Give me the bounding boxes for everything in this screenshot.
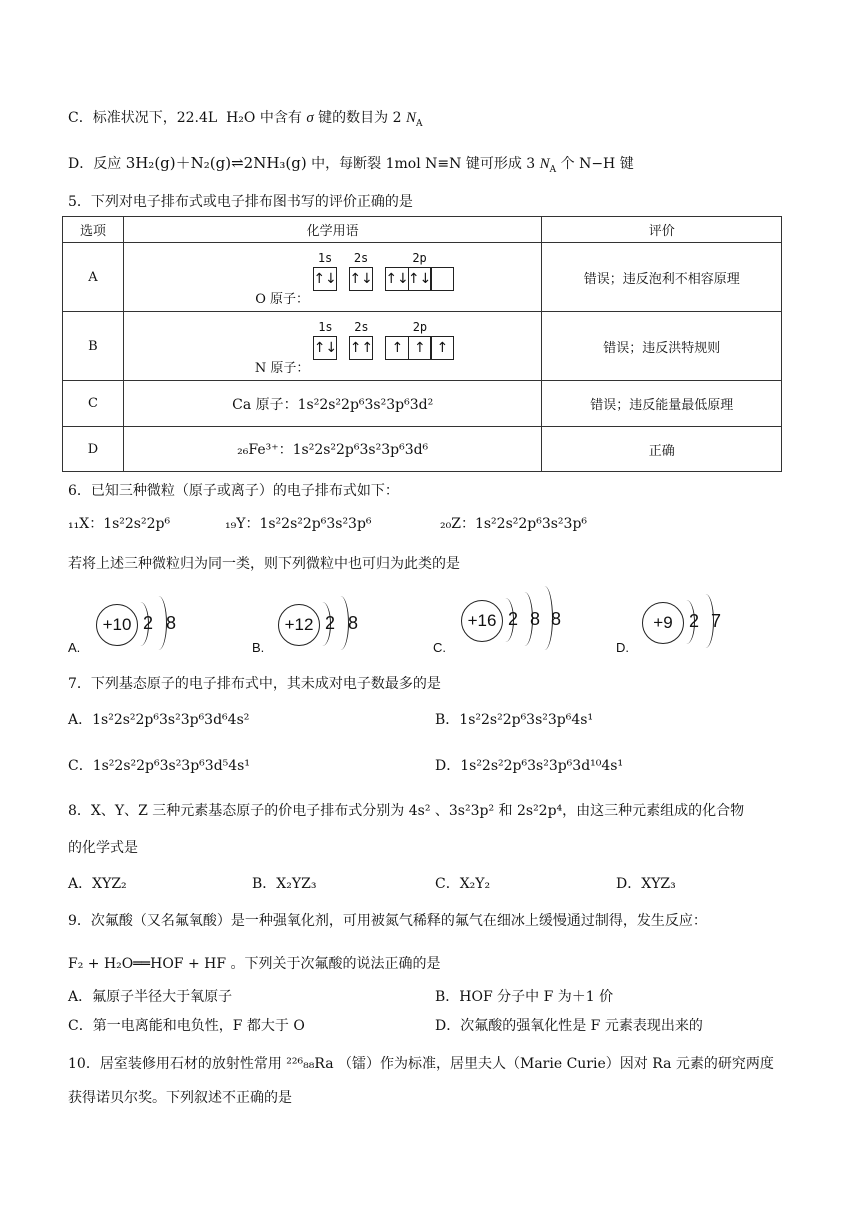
row-b-prefix: N 原子：: [254, 361, 310, 376]
question-10-line1: 10．居室装修用石材的放射性常用 ²²⁶₈₈Ra （镭）作为标准，居里夫人（Marie Curie）因对 Ra 元素的研究两度: [68, 1056, 774, 1072]
atom-a-nucleus: +10: [96, 604, 138, 646]
row-d-comment: 正确: [542, 427, 782, 472]
orbital-box: ↑: [408, 336, 432, 360]
row-b-comment: 错误；违反洪特规则: [542, 312, 782, 381]
row-a-comment: 错误；违反泡利不相容原理: [542, 243, 782, 312]
row-a-diagram: [123, 243, 542, 312]
row-a-option: A: [63, 243, 124, 312]
atom-a-label: A.: [68, 640, 81, 655]
orbital-box: [430, 267, 454, 291]
orbital-box: ↑↓: [385, 267, 409, 291]
atom-d-label: D.: [616, 640, 629, 655]
atom-c-nucleus: +16: [461, 600, 503, 642]
orbital-box: ↑↓: [408, 267, 432, 291]
q7-option-a: A．1s²2s²2p⁶3s²3p⁶3d⁶4s²: [68, 712, 250, 728]
q7-option-c: C．1s²2s²2p⁶3s²3p⁶3d⁵4s¹: [68, 758, 250, 774]
atom-d-shell-count: 7: [711, 611, 722, 631]
q7-option-b: B．1s²2s²2p⁶3s²3p⁶4s¹: [435, 712, 594, 728]
orbital-box: ↑: [385, 336, 409, 360]
row-d-option: D: [63, 427, 124, 472]
q8-option-b: B．X₂YZ₃: [252, 876, 317, 892]
q9-option-a: A．氟原子半径大于氧原子: [68, 989, 233, 1005]
header-option: 选项: [63, 217, 124, 243]
atom-b-shell-count: 8: [348, 613, 359, 633]
q8-option-a: A．XYZ₂: [68, 876, 127, 892]
question-9-line2: F₂ + H₂O══HOF + HF 。下列关于次氟酸的说法正确的是: [68, 956, 441, 972]
atom-c-shell-count: 8: [530, 609, 541, 629]
atom-b-shell-count: 2: [325, 613, 336, 633]
q8-option-c: C．X₂Y₂: [435, 876, 491, 892]
atom-c-shell-count: 8: [551, 609, 562, 629]
row-a-orbital-diagram: 1s ↑↓ 2s ↑↓ 2p ↑↓ ↑↓: [313, 251, 460, 291]
orbital-box: ↑↓: [313, 336, 337, 360]
atom-c-label: C.: [433, 640, 446, 655]
row-c-option: C: [63, 381, 124, 427]
question-9-line1: 9．次氟酸（又名氟氧酸）是一种强氧化剂，可用被氮气稀释的氟气在细冰上缓慢通过制得，发生反应：: [68, 913, 707, 929]
atom-c-shell-count: 2: [508, 609, 519, 629]
orbital-box: ↑↑: [349, 336, 373, 360]
q6-ask: 若将上述三种微粒归为同一类，则下列微粒中也可归为此类的是: [68, 556, 460, 572]
question-8-line2: 的化学式是: [68, 840, 138, 856]
question-6: 6．已知三种微粒（原子或离子）的电子排布式如下：: [68, 483, 399, 499]
row-d-formula: ₂₆Fe³⁺：1s²2s²2p⁶3s²3p⁶3d⁶: [123, 427, 542, 472]
q9-option-c: C．第一电离能和电负性，F 都大于 O: [68, 1018, 305, 1034]
q6-z: ₂₀Z：1s²2s²2p⁶3s²3p⁶: [440, 516, 588, 532]
q4-option-d: D．反应 3H₂(g)＋N₂(g)⇌2NH₃(g) 中，每断裂 1mol N≡N 键可形成 3 $N_A$ 个 N−H 键: [68, 154, 634, 175]
q7-option-d: D．1s²2s²2p⁶3s²3p⁶3d¹⁰4s¹: [435, 758, 624, 774]
row-a-prefix: O 原子：: [255, 292, 310, 307]
question-8-line1: 8．X、Y、Z 三种元素基态原子的价电子排布式分别为 4s² 、3s²3p² 和 2s²2p⁴，由这三种元素组成的化合物: [68, 803, 745, 819]
row-b-option: B: [63, 312, 124, 381]
atom-d-nucleus: +9: [642, 602, 684, 644]
question-7: 7．下列基态原子的电子排布式中，其未成对电子数最多的是: [68, 676, 441, 692]
row-c-comment: 错误；违反能量最低原理: [542, 381, 782, 427]
q9-option-d: D．次氟酸的强氧化性是 F 元素表现出来的: [435, 1018, 703, 1034]
atom-b-nucleus: +12: [278, 604, 320, 646]
q6-x: ₁₁X：1s²2s²2p⁶: [68, 516, 171, 532]
header-expression: 化学用语: [123, 217, 542, 243]
atom-a-shell-count: 2: [143, 613, 154, 633]
atom-d-shell-count: 2: [689, 611, 700, 631]
q9-option-b: B．HOF 分子中 F 为＋1 价: [435, 989, 614, 1005]
orbital-box: ↑↓: [313, 267, 337, 291]
q4-option-c: C．标准状况下，22.4L H₂O 中含有 σ 键的数目为 2 $N_A$: [68, 110, 423, 129]
atom-b-label: B.: [252, 640, 265, 655]
evaluation-table: [62, 216, 782, 472]
question-5: 5．下列对电子排布式或电子排布图书写的评价正确的是: [68, 194, 413, 210]
header-evaluation: 评价: [542, 217, 782, 243]
orbital-box: ↑↓: [349, 267, 373, 291]
q6-y: ₁₉Y：1s²2s²2p⁶3s²3p⁶: [225, 516, 372, 532]
atom-a-shell-count: 8: [166, 613, 177, 633]
row-b-orbital-diagram: 1s ↑↓ 2s ↑↑ 2p ↑ ↑ ↑: [313, 320, 460, 360]
row-c-formula: Ca 原子：1s²2s²2p⁶3s²3p⁶3d²: [123, 381, 542, 427]
row-b-diagram: [123, 312, 542, 381]
orbital-box: ↑: [430, 336, 454, 360]
question-10-line2: 获得诺贝尔奖。下列叙述不正确的是: [68, 1090, 292, 1106]
q8-option-d: D．XYZ₃: [616, 876, 676, 892]
